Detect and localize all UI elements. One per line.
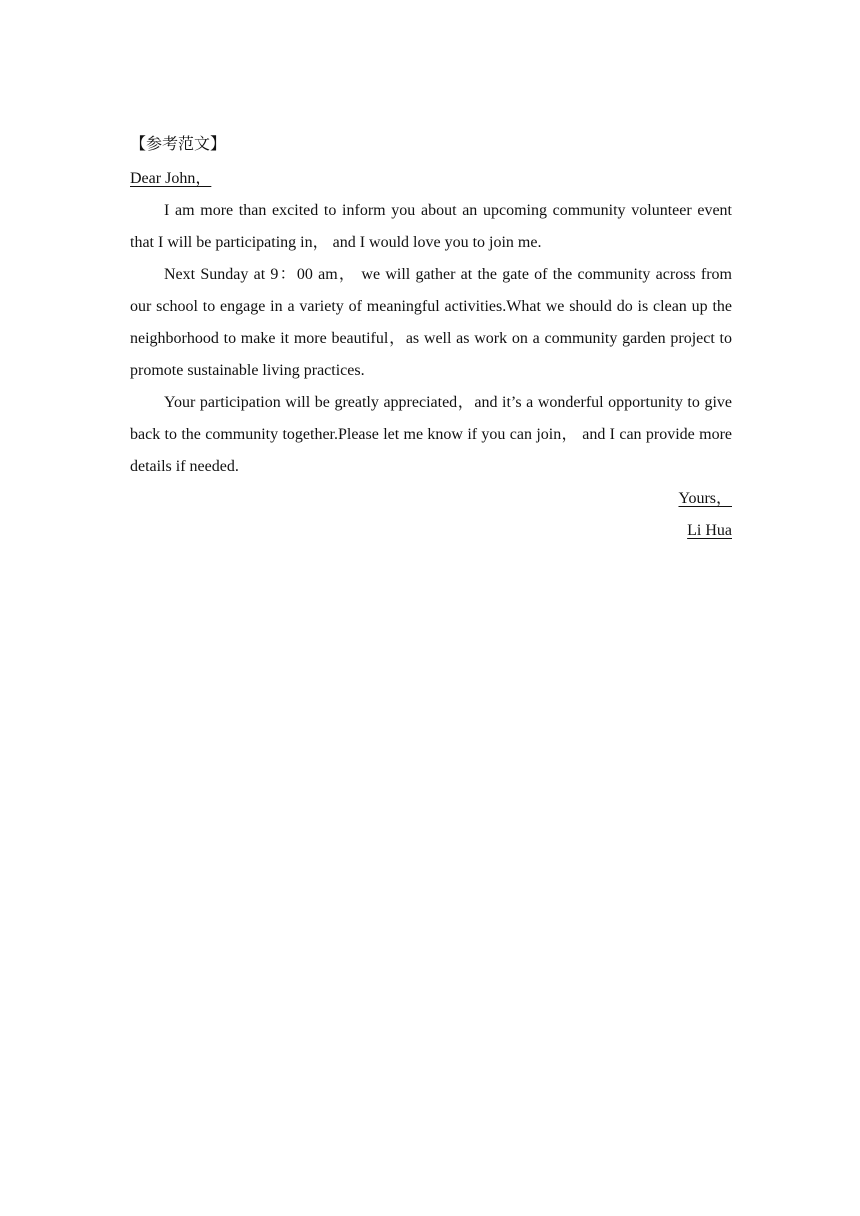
signature-text: Li Hua — [687, 522, 732, 539]
closing — [130, 483, 732, 515]
signature — [130, 515, 732, 547]
salutation-text: Dear John， — [130, 170, 212, 187]
paragraph-2: Next Sunday at 9：00 am， we will gather at the gate of the community across from our school to engage in a variety of meaningful activities.What we should do is clean up the neighborhood to make it more beautiful，as well as work on a community garden project to promote sustainable living practices. — [130, 266, 732, 379]
salutation — [130, 167, 732, 191]
section-heading: 【参考范文】 — [130, 136, 227, 153]
closing-text: Yours， — [678, 490, 732, 507]
paragraph-1: I am more than excited to inform you about an upcoming community volunteer event that I will be participating in， and I would love you to join me. — [130, 202, 732, 251]
letter-body — [130, 133, 732, 547]
paragraph-3: Your participation will be greatly appreciated，and it’s a wonderful opportunity to give back to the community together.Please let me know if you can join， and I can provide more details if needed. — [130, 394, 732, 475]
